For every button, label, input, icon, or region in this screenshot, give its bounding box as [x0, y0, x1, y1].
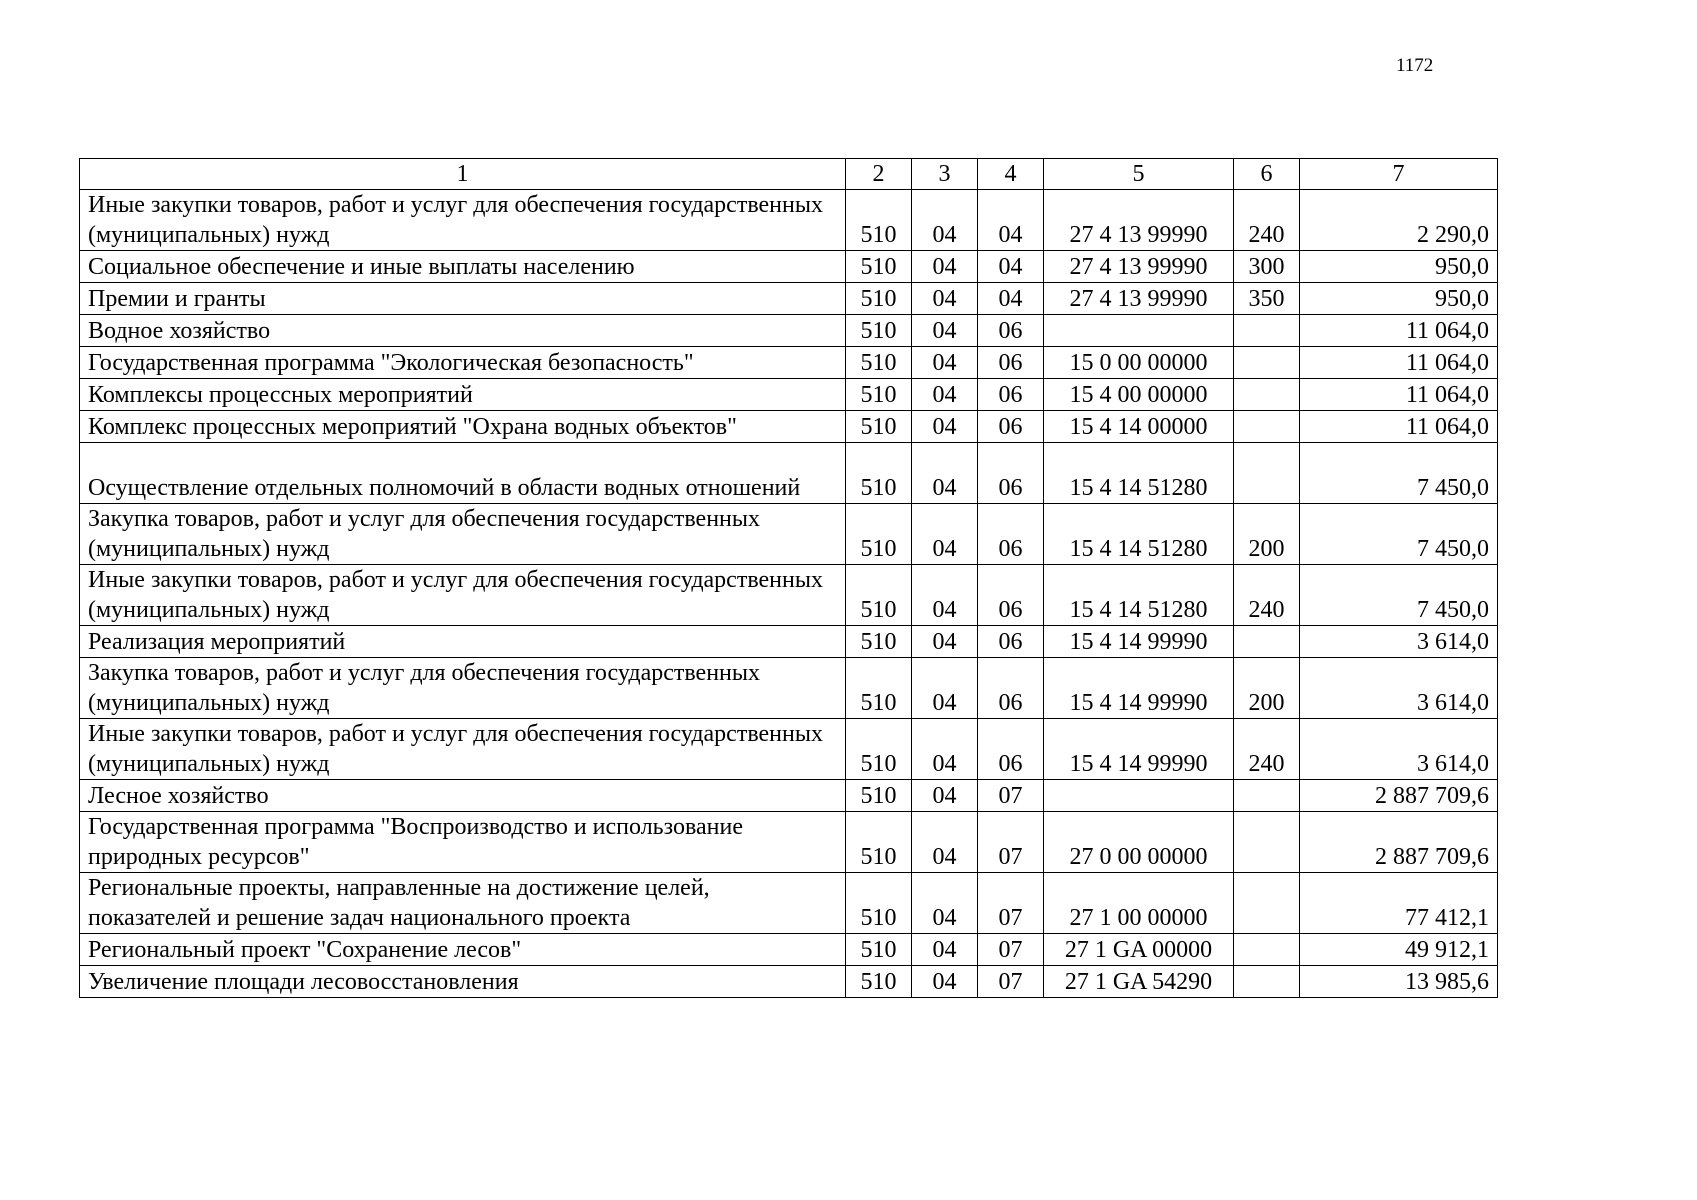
row-name: Водное хозяйство [80, 315, 846, 347]
row-amount: 11 064,0 [1300, 347, 1498, 379]
row-name: Закупка товаров, работ и услуг для обеспечения государственных (муниципальных) нужд [80, 504, 846, 565]
header-col-3: 3 [912, 159, 978, 190]
row-expense-type: 240 [1234, 190, 1300, 251]
table-row [80, 347, 1498, 379]
row-name: Региональный проект "Сохранение лесов" [80, 934, 846, 966]
row-subsection: 06 [978, 411, 1044, 443]
row-target-article: 15 4 14 51280 [1044, 565, 1234, 626]
table-row [80, 251, 1498, 283]
row-amount: 13 985,6 [1300, 966, 1498, 998]
table-row [80, 719, 1498, 780]
row-subsection: 04 [978, 190, 1044, 251]
table-row [80, 283, 1498, 315]
row-admin-code: 510 [846, 379, 912, 411]
row-target-article [1044, 780, 1234, 812]
row-amount: 3 614,0 [1300, 719, 1498, 780]
row-expense-type [1234, 626, 1300, 658]
row-section: 04 [912, 934, 978, 966]
table-row [80, 812, 1498, 873]
table-row [80, 411, 1498, 443]
row-name: Иные закупки товаров, работ и услуг для обеспечения государственных (муниципальных) нужд [80, 719, 846, 780]
row-admin-code: 510 [846, 966, 912, 998]
row-expense-type: 200 [1234, 504, 1300, 565]
row-amount: 3 614,0 [1300, 626, 1498, 658]
row-admin-code: 510 [846, 780, 912, 812]
row-expense-type [1234, 443, 1300, 504]
row-admin-code: 510 [846, 347, 912, 379]
header-row [80, 159, 1498, 190]
row-admin-code: 510 [846, 626, 912, 658]
row-target-article: 27 4 13 99990 [1044, 283, 1234, 315]
row-name: Лесное хозяйство [80, 780, 846, 812]
row-amount: 950,0 [1300, 251, 1498, 283]
row-section: 04 [912, 315, 978, 347]
row-expense-type: 300 [1234, 251, 1300, 283]
row-name: Комплекс процессных мероприятий "Охрана водных объектов" [80, 411, 846, 443]
row-target-article: 27 1 GA 54290 [1044, 966, 1234, 998]
row-target-article: 27 0 00 00000 [1044, 812, 1234, 873]
row-amount: 2 887 709,6 [1300, 780, 1498, 812]
row-subsection: 06 [978, 504, 1044, 565]
row-section: 04 [912, 411, 978, 443]
row-amount: 7 450,0 [1300, 565, 1498, 626]
row-subsection: 06 [978, 565, 1044, 626]
row-section: 04 [912, 658, 978, 719]
row-subsection: 07 [978, 873, 1044, 934]
row-subsection: 04 [978, 283, 1044, 315]
row-admin-code: 510 [846, 565, 912, 626]
row-target-article [1044, 315, 1234, 347]
row-name: Региональные проекты, направленные на достижение целей, показателей и решение задач национального проекта [80, 873, 846, 934]
row-admin-code: 510 [846, 934, 912, 966]
header-col-7: 7 [1300, 159, 1498, 190]
row-name: Осуществление отдельных полномочий в области водных отношений [80, 443, 846, 504]
row-amount: 11 064,0 [1300, 411, 1498, 443]
row-amount: 2 887 709,6 [1300, 812, 1498, 873]
row-target-article: 15 4 14 51280 [1044, 504, 1234, 565]
row-name: Реализация мероприятий [80, 626, 846, 658]
row-target-article: 27 1 00 00000 [1044, 873, 1234, 934]
table-row [80, 504, 1498, 565]
row-target-article: 27 1 GA 00000 [1044, 934, 1234, 966]
row-subsection: 07 [978, 966, 1044, 998]
row-amount: 950,0 [1300, 283, 1498, 315]
table-row [80, 379, 1498, 411]
row-target-article: 15 4 14 99990 [1044, 658, 1234, 719]
row-section: 04 [912, 443, 978, 504]
row-target-article: 15 0 00 00000 [1044, 347, 1234, 379]
row-name: Государственная программа "Воспроизводство и использование природных ресурсов" [80, 812, 846, 873]
row-expense-type [1234, 411, 1300, 443]
table-row [80, 966, 1498, 998]
row-expense-type [1234, 934, 1300, 966]
row-subsection: 06 [978, 658, 1044, 719]
row-section: 04 [912, 565, 978, 626]
row-expense-type: 350 [1234, 283, 1300, 315]
table-row [80, 443, 1498, 504]
row-name: Закупка товаров, работ и услуг для обеспечения государственных (муниципальных) нужд [80, 658, 846, 719]
table-row [80, 565, 1498, 626]
row-amount: 77 412,1 [1300, 873, 1498, 934]
row-target-article: 27 4 13 99990 [1044, 190, 1234, 251]
row-expense-type [1234, 873, 1300, 934]
row-name: Социальное обеспечение и иные выплаты населению [80, 251, 846, 283]
row-section: 04 [912, 190, 978, 251]
row-amount: 11 064,0 [1300, 315, 1498, 347]
row-expense-type: 240 [1234, 719, 1300, 780]
row-amount: 11 064,0 [1300, 379, 1498, 411]
row-name: Комплексы процессных мероприятий [80, 379, 846, 411]
row-admin-code: 510 [846, 315, 912, 347]
row-section: 04 [912, 283, 978, 315]
row-admin-code: 510 [846, 443, 912, 504]
table-row [80, 873, 1498, 934]
row-expense-type [1234, 347, 1300, 379]
row-section: 04 [912, 347, 978, 379]
row-subsection: 06 [978, 719, 1044, 780]
row-admin-code: 510 [846, 190, 912, 251]
row-admin-code: 510 [846, 719, 912, 780]
row-expense-type: 200 [1234, 658, 1300, 719]
row-section: 04 [912, 379, 978, 411]
row-section: 04 [912, 966, 978, 998]
table-row [80, 315, 1498, 347]
row-amount: 7 450,0 [1300, 443, 1498, 504]
row-expense-type [1234, 780, 1300, 812]
table-row [80, 190, 1498, 251]
row-target-article: 27 4 13 99990 [1044, 251, 1234, 283]
row-amount: 7 450,0 [1300, 504, 1498, 565]
row-expense-type [1234, 812, 1300, 873]
page-number: 1172 [1396, 55, 1434, 76]
header-col-5: 5 [1044, 159, 1234, 190]
table-row [80, 780, 1498, 812]
row-subsection: 06 [978, 379, 1044, 411]
row-subsection: 07 [978, 812, 1044, 873]
row-subsection: 07 [978, 780, 1044, 812]
row-section: 04 [912, 812, 978, 873]
row-amount: 49 912,1 [1300, 934, 1498, 966]
header-col-6: 6 [1234, 159, 1300, 190]
row-expense-type [1234, 315, 1300, 347]
row-section: 04 [912, 719, 978, 780]
row-subsection: 06 [978, 626, 1044, 658]
row-subsection: 06 [978, 347, 1044, 379]
row-name: Иные закупки товаров, работ и услуг для обеспечения государственных (муниципальных) нужд [80, 565, 846, 626]
row-section: 04 [912, 780, 978, 812]
row-expense-type: 240 [1234, 565, 1300, 626]
row-section: 04 [912, 251, 978, 283]
row-subsection: 06 [978, 443, 1044, 504]
row-name: Увеличение площади лесовосстановления [80, 966, 846, 998]
row-amount: 3 614,0 [1300, 658, 1498, 719]
row-name: Государственная программа "Экологическая безопасность" [80, 347, 846, 379]
row-section: 04 [912, 873, 978, 934]
row-subsection: 07 [978, 934, 1044, 966]
table-row [80, 626, 1498, 658]
row-admin-code: 510 [846, 873, 912, 934]
row-target-article: 15 4 14 99990 [1044, 626, 1234, 658]
row-admin-code: 510 [846, 411, 912, 443]
row-subsection: 06 [978, 315, 1044, 347]
row-target-article: 15 4 00 00000 [1044, 379, 1234, 411]
table-row [80, 934, 1498, 966]
row-expense-type [1234, 966, 1300, 998]
row-section: 04 [912, 504, 978, 565]
row-target-article: 15 4 14 99990 [1044, 719, 1234, 780]
row-expense-type [1234, 379, 1300, 411]
row-target-article: 15 4 14 51280 [1044, 443, 1234, 504]
row-admin-code: 510 [846, 283, 912, 315]
row-admin-code: 510 [846, 504, 912, 565]
row-admin-code: 510 [846, 251, 912, 283]
header-col-1: 1 [80, 159, 846, 190]
row-name: Иные закупки товаров, работ и услуг для обеспечения государственных (муниципальных) нужд [80, 190, 846, 251]
header-col-2: 2 [846, 159, 912, 190]
row-amount: 2 290,0 [1300, 190, 1498, 251]
row-subsection: 04 [978, 251, 1044, 283]
budget-table [79, 158, 1498, 998]
header-col-4: 4 [978, 159, 1044, 190]
row-section: 04 [912, 626, 978, 658]
row-admin-code: 510 [846, 812, 912, 873]
row-target-article: 15 4 14 00000 [1044, 411, 1234, 443]
row-admin-code: 510 [846, 658, 912, 719]
table-row [80, 658, 1498, 719]
row-name: Премии и гранты [80, 283, 846, 315]
